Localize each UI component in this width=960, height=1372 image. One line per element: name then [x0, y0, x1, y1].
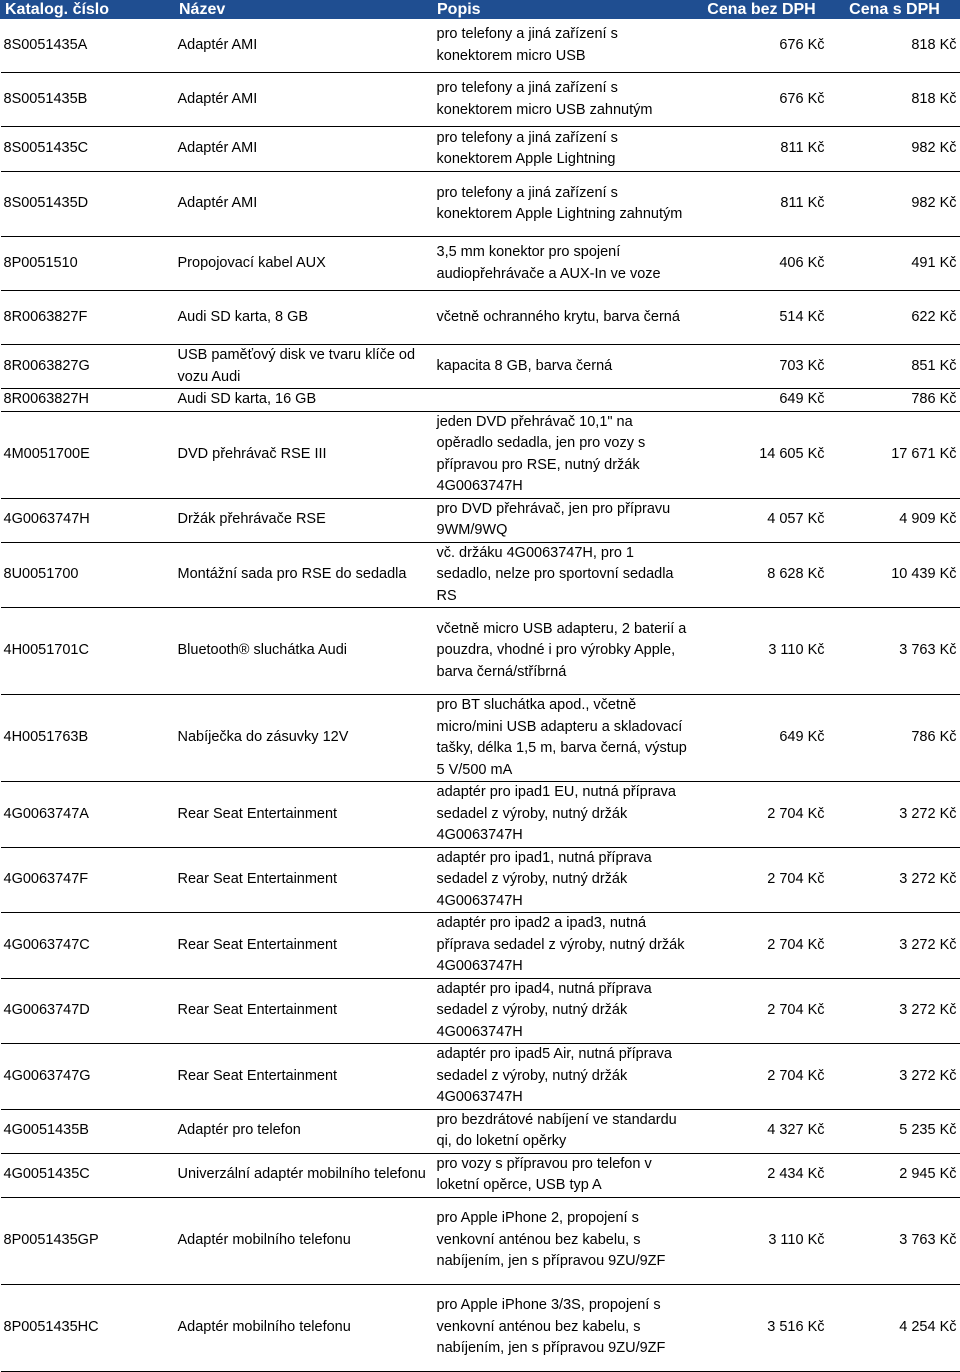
cell-name: Propojovací kabel AUX: [175, 237, 433, 291]
cell-description: vč. držáku 4G0063747H, pro 1 sedadlo, nelze pro sportovní sedadla RS: [433, 542, 695, 608]
cell-code: 8P0051435GP: [1, 1197, 175, 1284]
table-row: [1, 695, 960, 782]
cell-code: 4G0063747D: [1, 978, 175, 1044]
cell-price-net: 676 Kč: [695, 73, 829, 127]
cell-code: 4G0051435C: [1, 1153, 175, 1197]
cell-name: Audi SD karta, 8 GB: [175, 291, 433, 345]
cell-price-net: 811 Kč: [695, 172, 829, 237]
cell-name: Rear Seat Entertainment: [175, 847, 433, 913]
table-row: [1, 542, 960, 608]
cell-price-net: 14 605 Kč: [695, 411, 829, 498]
cell-price-net: 3 516 Kč: [695, 1284, 829, 1371]
table-row: [1, 1109, 960, 1153]
table-row: [1, 19, 960, 73]
cell-name: Adaptér AMI: [175, 19, 433, 73]
cell-price-net: 514 Kč: [695, 291, 829, 345]
cell-code: 8R0063827G: [1, 345, 175, 389]
cell-price-net: 811 Kč: [695, 127, 829, 172]
cell-price-gross: 818 Kč: [829, 73, 960, 127]
cell-price-net: 406 Kč: [695, 237, 829, 291]
cell-name: DVD přehrávač RSE III: [175, 411, 433, 498]
cell-price-gross: 4 909 Kč: [829, 498, 960, 542]
cell-code: 8S0051435B: [1, 73, 175, 127]
cell-description: včetně ochranného krytu, barva černá: [433, 291, 695, 345]
cell-description: adaptér pro ipad4, nutná příprava sedadel z výroby, nutný držák 4G0063747H: [433, 978, 695, 1044]
cell-price-net: 2 704 Kč: [695, 847, 829, 913]
cell-price-net: 703 Kč: [695, 345, 829, 389]
cell-price-net: 2 704 Kč: [695, 782, 829, 848]
cell-name: Nabíječka do zásuvky 12V: [175, 695, 433, 782]
header-description: Popis: [433, 1, 695, 19]
cell-code: 8U0051700: [1, 542, 175, 608]
cell-price-net: 8 628 Kč: [695, 542, 829, 608]
cell-code: 8R0063827F: [1, 291, 175, 345]
cell-name: Rear Seat Entertainment: [175, 978, 433, 1044]
cell-description: pro telefony a jiná zařízení s konektorem micro USB: [433, 19, 695, 73]
cell-price-gross: 851 Kč: [829, 345, 960, 389]
cell-code: 4H0051763B: [1, 695, 175, 782]
cell-name: Bluetooth® sluchátka Audi: [175, 608, 433, 695]
table-row: [1, 1044, 960, 1110]
cell-code: 4G0063747A: [1, 782, 175, 848]
table-row: [1, 411, 960, 498]
cell-description: [433, 389, 695, 412]
cell-price-gross: 3 272 Kč: [829, 782, 960, 848]
cell-price-gross: 3 272 Kč: [829, 1044, 960, 1110]
table-row: [1, 1197, 960, 1284]
cell-code: 8S0051435A: [1, 19, 175, 73]
cell-name: Montážní sada pro RSE do sedadla: [175, 542, 433, 608]
cell-price-net: 2 704 Kč: [695, 913, 829, 979]
cell-price-net: 3 110 Kč: [695, 608, 829, 695]
cell-description: pro bezdrátové nabíjení ve standardu qi, do loketní opěrky: [433, 1109, 695, 1153]
cell-code: 4G0063747H: [1, 498, 175, 542]
cell-price-gross: 3 272 Kč: [829, 978, 960, 1044]
header-price-gross: Cena s DPH: [829, 1, 960, 19]
table-row: [1, 291, 960, 345]
cell-code: 4G0063747G: [1, 1044, 175, 1110]
table-row: [1, 608, 960, 695]
cell-name: Adaptér mobilního telefonu: [175, 1284, 433, 1371]
cell-price-gross: 4 254 Kč: [829, 1284, 960, 1371]
cell-code: 4G0063747C: [1, 913, 175, 979]
cell-code: 8S0051435D: [1, 172, 175, 237]
table-row: [1, 978, 960, 1044]
cell-name: Rear Seat Entertainment: [175, 782, 433, 848]
cell-price-gross: 982 Kč: [829, 127, 960, 172]
table-row: [1, 127, 960, 172]
cell-name: Rear Seat Entertainment: [175, 1044, 433, 1110]
cell-price-gross: 17 671 Kč: [829, 411, 960, 498]
cell-name: Adaptér AMI: [175, 73, 433, 127]
header-row: [1, 1, 960, 19]
table-row: [1, 172, 960, 237]
cell-name: USB paměťový disk ve tvaru klíče od vozu Audi: [175, 345, 433, 389]
cell-description: pro telefony a jiná zařízení s konektorem Apple Lightning zahnutým: [433, 172, 695, 237]
table-row: [1, 1284, 960, 1371]
cell-price-net: 4 057 Kč: [695, 498, 829, 542]
cell-code: 8S0051435C: [1, 127, 175, 172]
cell-price-gross: 5 235 Kč: [829, 1109, 960, 1153]
cell-price-gross: 786 Kč: [829, 695, 960, 782]
cell-price-net: 2 704 Kč: [695, 978, 829, 1044]
cell-description: pro vozy s přípravou pro telefon v loketní opěrce, USB typ A: [433, 1153, 695, 1197]
table-row: [1, 847, 960, 913]
table-row: [1, 237, 960, 291]
cell-code: 8R0063827H: [1, 389, 175, 412]
cell-price-gross: 622 Kč: [829, 291, 960, 345]
cell-price-net: 676 Kč: [695, 19, 829, 73]
cell-code: 4M0051700E: [1, 411, 175, 498]
cell-price-gross: 3 272 Kč: [829, 913, 960, 979]
cell-price-net: 4 327 Kč: [695, 1109, 829, 1153]
table-body: [1, 19, 960, 1372]
cell-name: Audi SD karta, 16 GB: [175, 389, 433, 412]
cell-price-gross: 3 763 Kč: [829, 608, 960, 695]
cell-price-gross: 982 Kč: [829, 172, 960, 237]
cell-code: 4G0051435B: [1, 1109, 175, 1153]
table-row: [1, 345, 960, 389]
cell-description: adaptér pro ipad2 a ipad3, nutná příprava sedadel z výroby, nutný držák 4G0063747H: [433, 913, 695, 979]
cell-price-gross: 491 Kč: [829, 237, 960, 291]
header-price-net: Cena bez DPH: [695, 1, 829, 19]
cell-description: pro BT sluchátka apod., včetně micro/mini USB adapteru a skladovací tašky, délka 1,5 m, barva černá, výstup 5 V/500 mA: [433, 695, 695, 782]
cell-description: pro Apple iPhone 2, propojení s venkovní anténou bez kabelu, s nabíjením, jen s přípravou 9ZU/9ZF: [433, 1197, 695, 1284]
cell-description: jeden DVD přehrávač 10,1" na opěradlo sedadla, jen pro vozy s přípravou pro RSE, nutný držák 4G0063747H: [433, 411, 695, 498]
cell-name: Adaptér pro telefon: [175, 1109, 433, 1153]
header-name: Název: [175, 1, 433, 19]
table-row: [1, 73, 960, 127]
cell-price-net: 2 434 Kč: [695, 1153, 829, 1197]
cell-name: Adaptér AMI: [175, 127, 433, 172]
cell-description: adaptér pro ipad1, nutná příprava sedadel z výroby, nutný držák 4G0063747H: [433, 847, 695, 913]
cell-name: Držák přehrávače RSE: [175, 498, 433, 542]
cell-description: pro Apple iPhone 3/3S, propojení s venkovní anténou bez kabelu, s nabíjením, jen s přípravou 9ZU/9ZF: [433, 1284, 695, 1371]
cell-code: 8P0051510: [1, 237, 175, 291]
cell-code: 4H0051701C: [1, 608, 175, 695]
cell-code: 8P0051435HC: [1, 1284, 175, 1371]
cell-description: 3,5 mm konektor pro spojení audiopřehrávače a AUX-In ve voze: [433, 237, 695, 291]
cell-price-gross: 10 439 Kč: [829, 542, 960, 608]
cell-price-gross: 3 272 Kč: [829, 847, 960, 913]
cell-name: Adaptér mobilního telefonu: [175, 1197, 433, 1284]
table-header: [1, 1, 960, 19]
cell-description: pro telefony a jiná zařízení s konektorem micro USB zahnutým: [433, 73, 695, 127]
table-row: [1, 389, 960, 412]
cell-description: včetně micro USB adapteru, 2 baterií a pouzdra, vhodné i pro výrobky Apple, barva černá/stříbrná: [433, 608, 695, 695]
table-row: [1, 498, 960, 542]
cell-name: Rear Seat Entertainment: [175, 913, 433, 979]
cell-price-gross: 3 763 Kč: [829, 1197, 960, 1284]
cell-description: adaptér pro ipad1 EU, nutná příprava sedadel z výroby, nutný držák 4G0063747H: [433, 782, 695, 848]
cell-price-gross: 2 945 Kč: [829, 1153, 960, 1197]
cell-code: 4G0063747F: [1, 847, 175, 913]
cell-description: adaptér pro ipad5 Air, nutná příprava sedadel z výroby, nutný držák 4G0063747H: [433, 1044, 695, 1110]
table-row: [1, 913, 960, 979]
cell-name: Univerzální adaptér mobilního telefonu: [175, 1153, 433, 1197]
cell-description: pro telefony a jiná zařízení s konektorem Apple Lightning: [433, 127, 695, 172]
cell-name: Adaptér AMI: [175, 172, 433, 237]
header-code: Katalog. číslo: [1, 1, 175, 19]
table-row: [1, 1153, 960, 1197]
cell-price-net: 2 704 Kč: [695, 1044, 829, 1110]
cell-price-gross: 786 Kč: [829, 389, 960, 412]
table-row: [1, 782, 960, 848]
cell-price-net: 649 Kč: [695, 695, 829, 782]
cell-price-gross: 818 Kč: [829, 19, 960, 73]
cell-description: kapacita 8 GB, barva černá: [433, 345, 695, 389]
cell-price-net: 3 110 Kč: [695, 1197, 829, 1284]
cell-description: pro DVD přehrávač, jen pro přípravu 9WM/9WQ: [433, 498, 695, 542]
cell-price-net: 649 Kč: [695, 389, 829, 412]
